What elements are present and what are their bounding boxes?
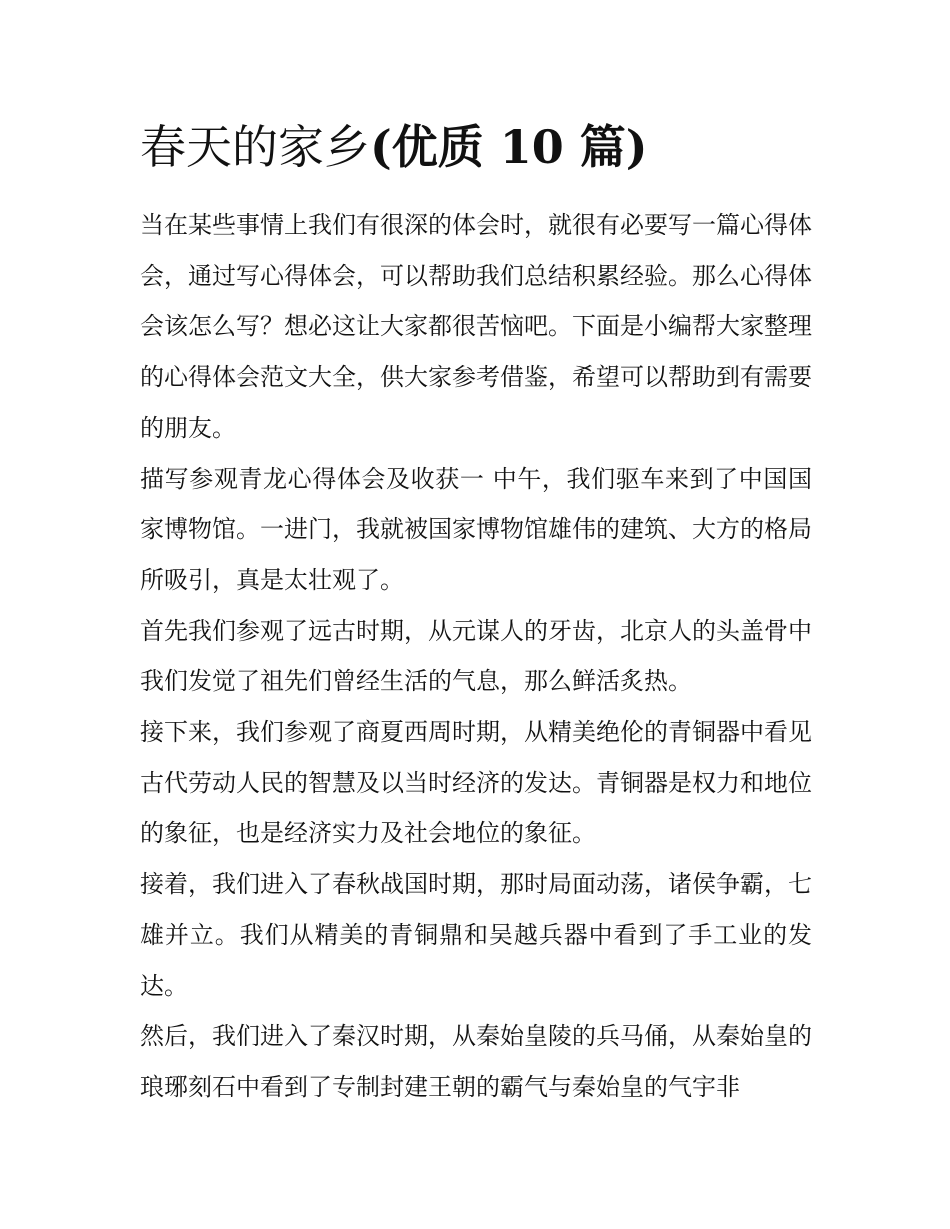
paragraph-museum-entry: 描写参观青龙心得体会及收获一 中午，我们驱车来到了中国国家博物馆。一进门，我就被国家博物馆雄伟的建筑、大方的格局所吸引，真是太壮观了。 (140, 464, 812, 594)
document-title (140, 112, 812, 182)
paragraph-intro: 当在某些事情上我们有很深的体会时，就很有必要写一篇心得体会，通过写心得体会，可以帮助我们总结积累经验。那么心得体会该怎么写？想必这让大家都很苦恼吧。下面是小编帮大家整理的心得体会范文大全，供大家参考借鉴，希望可以帮助到有需要的朋友。 (140, 211, 812, 442)
paragraph-qin-han: 然后，我们进入了秦汉时期，从秦始皇陵的兵马俑，从秦始皇的琅琊刻石中看到了专制封建王朝的霸气与秦始皇的气宇非 (140, 1022, 812, 1101)
paragraph-spring-autumn: 接着，我们进入了春秋战国时期，那时局面动荡，诸侯争霸，七雄并立。我们从精美的青铜鼎和吴越兵器中看到了手工业的发达。 (140, 870, 812, 1000)
paragraph-shang-xia-zhou: 接下来，我们参观了商夏西周时期，从精美绝伦的青铜器中看见古代劳动人民的智慧及以当时经济的发达。青铜器是权力和地位的象征，也是经济实力及社会地位的象征。 (140, 718, 812, 848)
title-parenthetical: (优质 10 篇) (370, 120, 648, 174)
title-main: 春天的家乡 (140, 120, 370, 174)
paragraph-ancient-period: 首先我们参观了远古时期，从元谋人的牙齿，北京人的头盖骨中我们发觉了祖先们曾经生活的气息，那么鲜活炙热。 (140, 616, 812, 696)
document-page (140, 112, 812, 1113)
